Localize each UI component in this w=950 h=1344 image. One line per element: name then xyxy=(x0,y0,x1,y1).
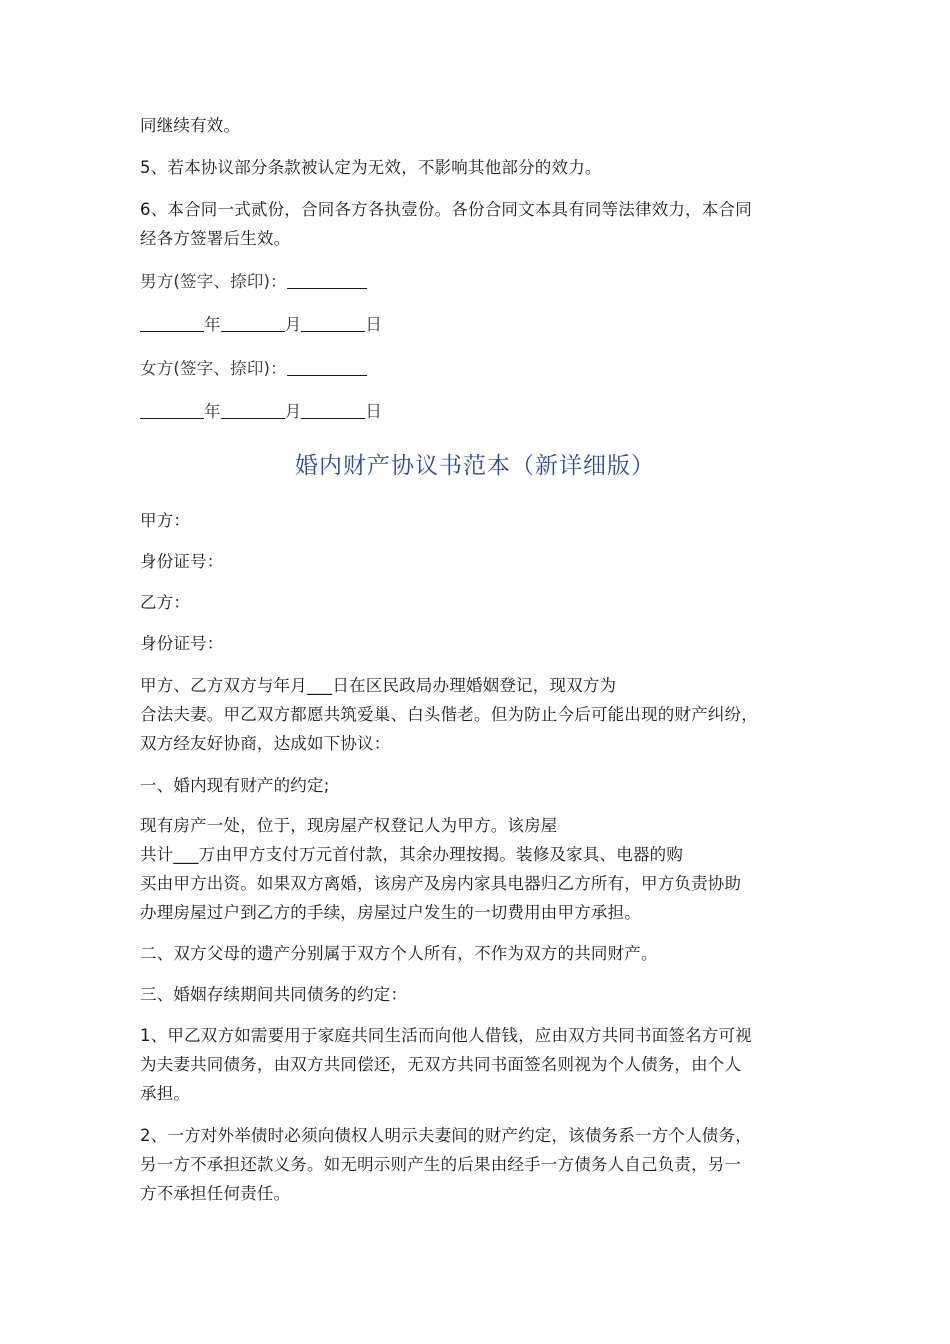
section-3-heading: 三、婚姻存续期间共同债务的约定： xyxy=(140,985,408,1004)
day-label: 日 xyxy=(365,315,383,334)
section-1-heading: 一、婚内现有财产的约定; xyxy=(140,776,330,795)
party-b-label: 乙方： xyxy=(140,593,191,612)
debt-clause-2-line-3: 方不承担任何责任。 xyxy=(140,1184,291,1203)
day-blank xyxy=(301,313,365,332)
female-signature-line xyxy=(140,354,810,383)
intro-line-3: 双方经友好协商，达成如下协议： xyxy=(140,734,391,753)
day-label: 日 xyxy=(365,402,383,421)
debt-clause-2-line-1: 2、一方对外举债时必须向债权人明示夫妻间的财产约定，该债务系一方个人债务， xyxy=(140,1126,752,1145)
property-line-4: 办理房屋过户到乙方的手续，房屋过户发生的一切费用由甲方承担。 xyxy=(140,903,641,922)
property-line-3: 买由甲方出资。如果双方离婚，该房产及房内家具电器归乙方所有，甲方负责协助 xyxy=(140,874,742,893)
year-blank xyxy=(140,400,204,419)
year-label: 年 xyxy=(204,315,221,334)
intro-line-1: 甲方、乙方双方与年月___日在区民政局办理婚姻登记，现双方为 xyxy=(140,676,617,695)
debt-clause-2-line-2: 另一方不承担还款义务。如无明示则产生的后果由经手一方债务人自己负责，另一 xyxy=(140,1155,742,1174)
party-a-id-label: 身份证号： xyxy=(140,552,224,571)
text-line: 同继续有效。 xyxy=(140,116,241,135)
month-blank xyxy=(221,313,285,332)
intro-line-2: 合法夫妻。甲乙双方都愿共筑爱巢、白头偕老。但为防止今后可能出现的财产纠纷， xyxy=(140,705,758,724)
document-title: 婚内财产协议书范本（新详细版） xyxy=(295,453,655,479)
section-2-heading: 二、双方父母的遗产分别属于双方个人所有，不作为双方的共同财产。 xyxy=(140,944,658,963)
debt-clause-1-line-3: 承担。 xyxy=(140,1084,191,1103)
clause-6-line-1: 6、本合同一式贰份，合同各方各执壹份。各份合同文本具有同等法律效力，本合同 xyxy=(140,200,752,219)
clause-5: 5、若本协议部分条款被认定为无效，不影响其他部分的效力。 xyxy=(140,158,602,177)
month-label: 月 xyxy=(284,402,302,421)
female-date-line xyxy=(140,397,810,426)
party-a-label: 甲方： xyxy=(140,511,191,530)
year-blank xyxy=(140,313,204,332)
clause-6-line-2: 经各方签署后生效。 xyxy=(140,229,291,248)
party-b-id-label: 身份证号： xyxy=(140,634,224,653)
debt-clause-1-line-1: 1、甲乙双方如需要用于家庭共同生活而向他人借钱，应由双方共同书面签名方可视 xyxy=(140,1026,752,1045)
day-blank xyxy=(301,400,365,419)
month-blank xyxy=(221,400,285,419)
property-line-1: 现有房产一处，位于，现房屋产权登记人为甲方。该房屋 xyxy=(140,816,558,835)
female-signature-blank xyxy=(287,357,367,376)
male-signature-label: 男方(签字、捺印)： xyxy=(140,272,287,291)
female-signature-label: 女方(签字、捺印)： xyxy=(140,359,287,378)
debt-clause-1-line-2: 为夫妻共同债务，由双方共同偿还，无双方共同书面签名则视为个人债务，由个人 xyxy=(140,1055,742,1074)
year-label: 年 xyxy=(204,402,221,421)
month-label: 月 xyxy=(284,315,302,334)
male-signature-blank xyxy=(287,270,367,289)
male-date-line xyxy=(140,310,810,339)
male-signature-line xyxy=(140,267,810,296)
property-line-2: 共计___万由甲方支付万元首付款，其余办理按揭。装修及家具、电器的购 xyxy=(140,845,684,864)
